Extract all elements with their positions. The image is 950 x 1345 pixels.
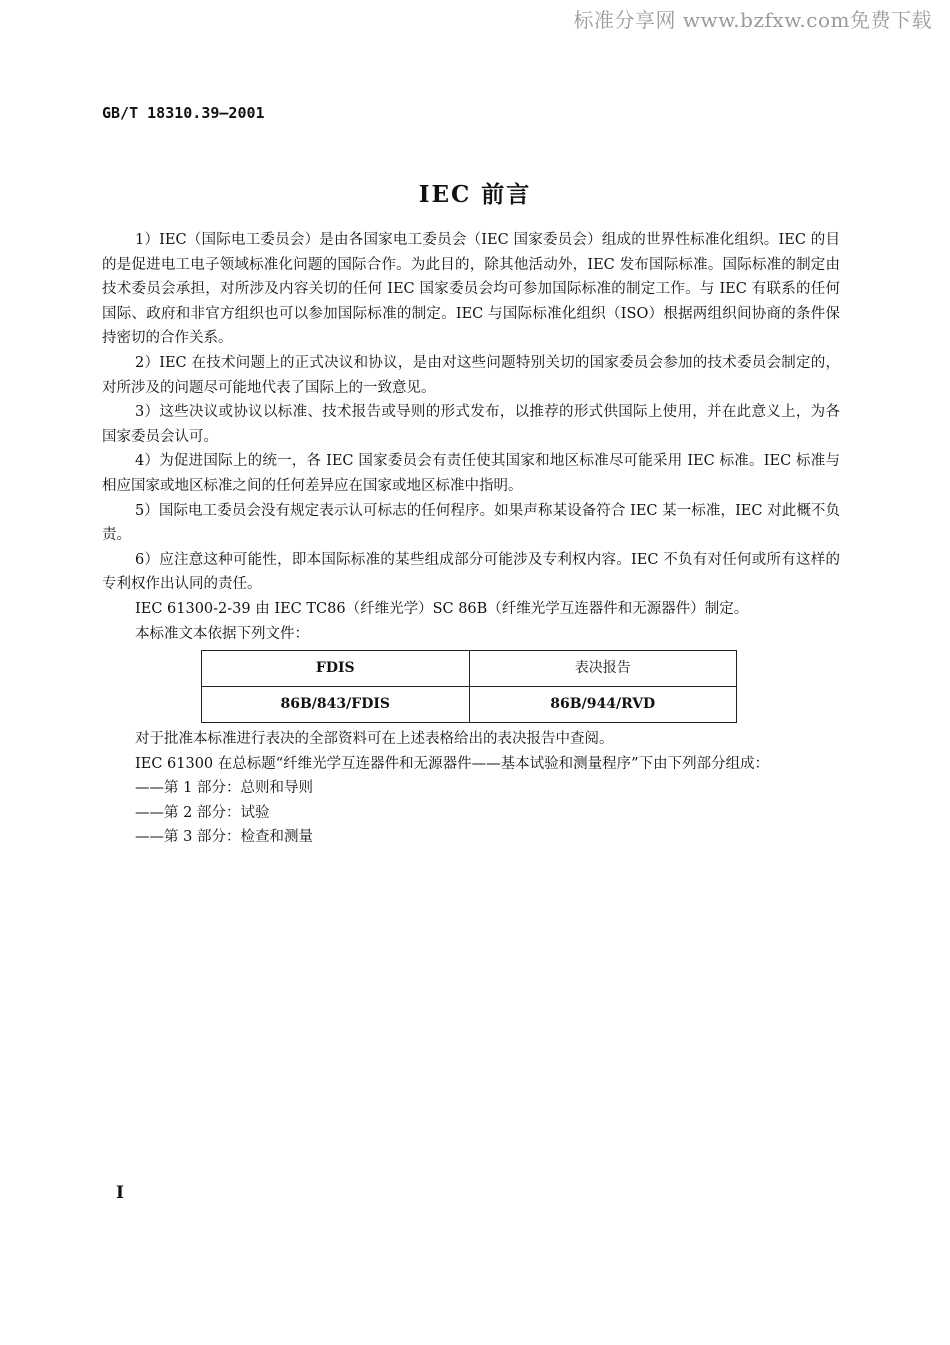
paragraph-series-parts: IEC 61300 在总标题“纤维光学互连器件和无源器件——基本试验和测量程序”下由下列部分组成： <box>135 755 770 772</box>
paragraph-1: 1）IEC（国际电工委员会）是由各国家电工委员会（IEC 国家委员会）组成的世界性标准化组织。IEC 的目的是促进电工电子领域标准化问题的国际合作。为此目的，除其他活动外，IEC 发布国际标准。国际标准的制定由技术委员会承担，对所涉及内容关切的任何 IEC 国家委员会均可参加国际标准的制定工作。与 IEC 有联系的任何国际、政府和非官方组织也可以参加国际标准的制定。IEC 与国际标准化组织（ISO）根据两组织间协商的条件保持密切的合作关系。 <box>102 232 840 347</box>
list-item-part-3: ——第 3 部分：检查和测量 <box>135 829 313 846</box>
paragraph-3: 3）这些决议或协议以标准、技术报告或导则的形式发布，以推荐的形式供国际上使用，并在此意义上，为各国家委员会认可。 <box>102 404 840 445</box>
table-header-fdis: FDIS <box>202 651 470 687</box>
paragraph-origin: IEC 61300-2-39 由 IEC TC86（纤维光学）SC 86B（纤维光学互连器件和无源器件）制定。 <box>135 600 749 617</box>
table-cell-fdis: 86B/843/FDIS <box>202 687 470 723</box>
table-row <box>202 687 737 723</box>
list-item-part-2: ——第 2 部分：试验 <box>135 804 270 821</box>
standard-code: GB/T 18310.39—2001 <box>102 104 265 122</box>
paragraph-2: 2）IEC 在技术问题上的正式决议和协议，是由对这些问题特别关切的国家委员会参加的技术委员会制定的，对所涉及的问题尽可能地代表了国际上的一致意见。 <box>102 354 840 396</box>
paragraph-4: 4）为促进国际上的统一，各 IEC 国家委员会有责任使其国家和地区标准尽可能采用 IEC 标准。IEC 标准与相应国家或地区标准之间的任何差异应在国家或地区标准中指明。 <box>102 453 840 494</box>
list-item-part-1: ——第 1 部分：总则和导则 <box>135 780 313 797</box>
page-number: I <box>116 1183 124 1203</box>
table-header-voting-report: 表决报告 <box>469 651 737 687</box>
voting-documents-table <box>201 650 737 723</box>
paragraph-documents-intro: 本标准文本依据下列文件： <box>135 625 309 642</box>
table-header-row <box>202 651 737 687</box>
table-cell-rvd: 86B/944/RVD <box>469 687 737 723</box>
paragraph-5: 5）国际电工委员会没有规定表示认可标志的任何程序。如果声称某设备符合 IEC 某一标准，IEC 对此概不负责。 <box>102 502 840 544</box>
foreword-body <box>102 228 840 850</box>
watermark-text: 标准分享网 www.bzfxw.com免费下载 <box>573 8 932 32</box>
paragraph-6: 6）应注意这种可能性，即本国际标准的某些组成部分可能涉及专利权内容。IEC 不负有对任何或所有这样的专利权作出认同的责任。 <box>102 551 840 593</box>
paragraph-voting-info: 对于批准本标准进行表决的全部资料可在上述表格给出的表决报告中查阅。 <box>135 731 614 748</box>
page-title: IEC 前言 <box>418 181 532 208</box>
